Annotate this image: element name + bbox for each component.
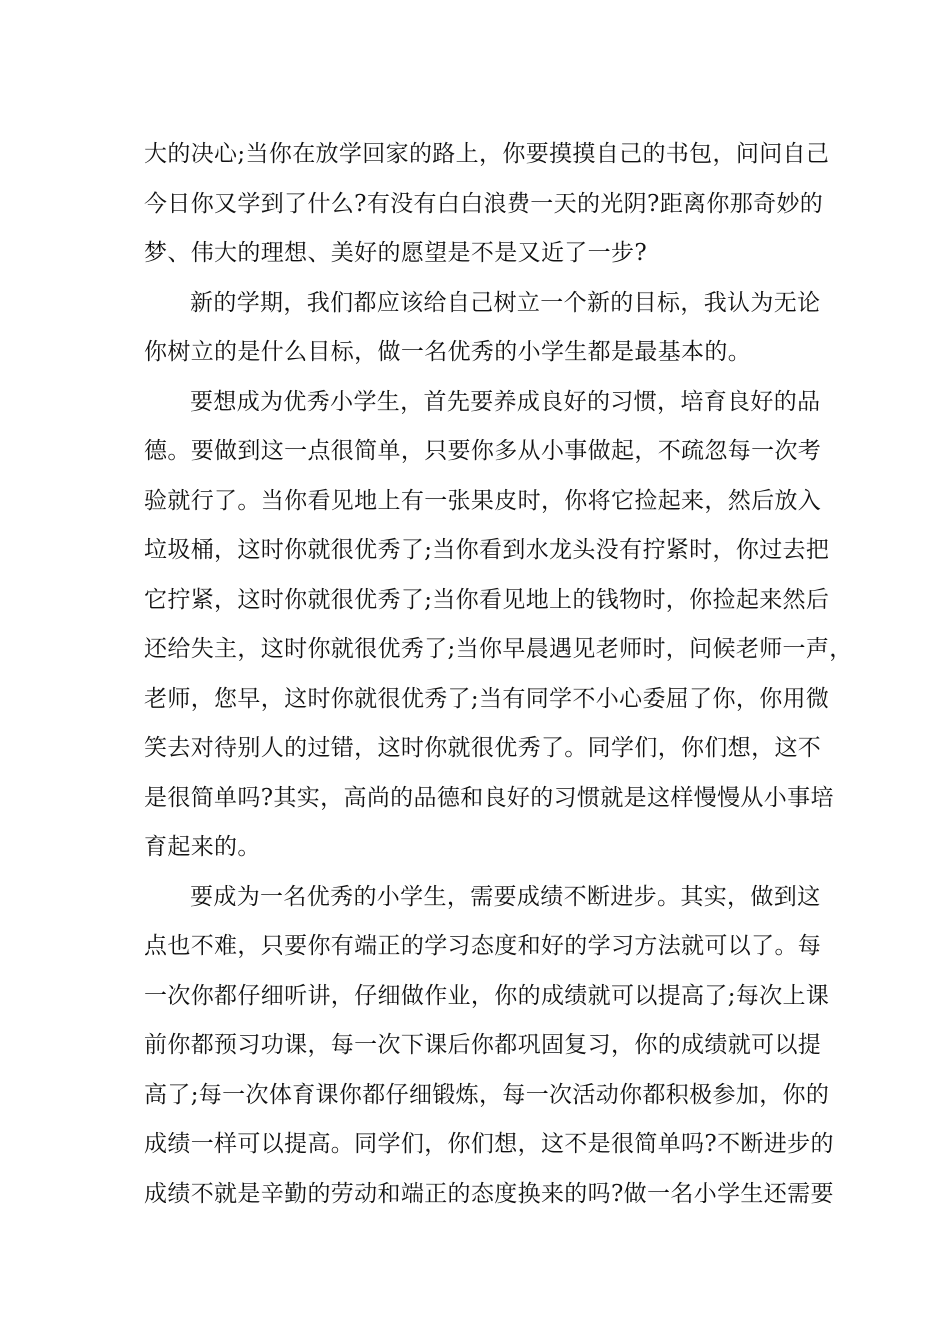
text-line: 你树立的是什么目标，做一名优秀的小学生都是最基本的。 — [144, 339, 752, 365]
text-line: 它拧紧，这时你就很优秀了;当你看见地上的钱物时，你捡起来然后 — [144, 586, 830, 613]
text-line: 育起来的。 — [144, 834, 261, 860]
text-line: 成绩一样可以提高。同学们，你们想，这不是很简单吗?不断进步的 — [144, 1131, 834, 1157]
text-line: 点也不难，只要你有端正的学习态度和好的学习方法就可以了。每 — [144, 933, 822, 959]
text-line: 一次你都仔细听讲，仔细做作业，你的成绩就可以提高了;每次上课 — [144, 982, 830, 1009]
text-line: 要成为一名优秀的小学生，需要成绩不断进步。其实，做到这 — [190, 883, 821, 910]
text-line: 前你都预习功课，每一次下课后你都巩固复习，你的成绩就可以提 — [144, 1032, 822, 1058]
paragraph — [144, 378, 853, 873]
text-line: 垃圾桶，这时你就很优秀了;当你看到水龙头没有拧紧时，你过去把 — [144, 537, 830, 563]
document-body — [144, 130, 853, 1219]
text-line: 梦、伟大的理想、美好的愿望是不是又近了一步? — [144, 240, 648, 266]
text-line: 是很简单吗?其实，高尚的品德和良好的习惯就是这样慢慢从小事培 — [144, 784, 834, 811]
text-line: 新的学期，我们都应该给自己树立一个新的目标，我认为无论 — [190, 289, 821, 316]
text-line: 验就行了。当你看见地上有一张果皮时，你将它捡起来，然后放入 — [144, 487, 822, 514]
paragraph — [144, 873, 834, 1220]
text-line: 德。要做到这一点很简单，只要你多从小事做起，不疏忽每一次考 — [144, 438, 822, 464]
text-line: 笑去对待别人的过错，这时你就很优秀了。同学们，你们想，这不 — [144, 735, 822, 761]
text-line: 老师，您早，这时你就很优秀了;当有同学不小心委屈了你，你用微 — [144, 685, 830, 712]
paragraph — [144, 279, 821, 378]
text-line: 要想成为优秀小学生，首先要养成良好的习惯，培育良好的品 — [190, 388, 821, 415]
text-line: 今日你又学到了什么?有没有白白浪费一天的光阴?距离你那奇妙的 — [144, 190, 824, 217]
text-line: 高了;每一次体育课你都仔细锻炼，每一次活动你都积极参加，你的 — [144, 1081, 830, 1108]
text-line: 大的决心;当你在放学回家的路上，你要摸摸自己的书包，问问自己 — [144, 141, 830, 167]
text-line: 还给失主，这时你就很优秀了;当你早晨遇见老师时，问候老师一声， — [144, 636, 853, 662]
paragraph — [144, 130, 830, 279]
text-line: 成绩不就是辛勤的劳动和端正的态度换来的吗?做一名小学生还需要 — [144, 1180, 834, 1207]
